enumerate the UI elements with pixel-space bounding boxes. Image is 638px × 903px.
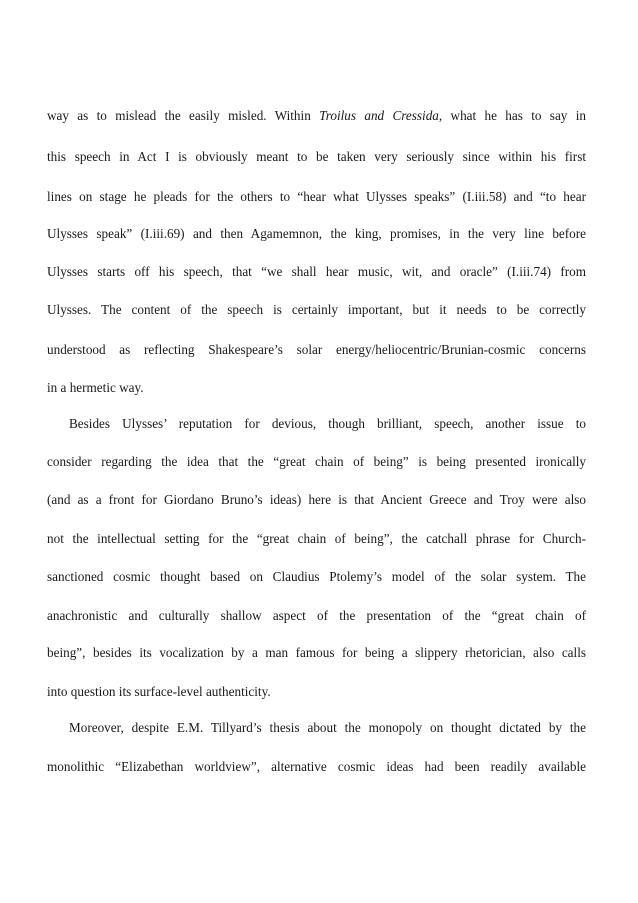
paragraph-3-line-1: Moreover, despite E.M. Tillyard’s thesis about the monopoly on thought dictated by the — [69, 720, 586, 735]
paragraph-1-line-8: in a hermetic way. — [47, 380, 144, 395]
paragraph-2-line-3: (and as a front for Giordano Bruno’s ideas) here is that Ancient Greece and Troy were also — [47, 492, 586, 507]
paragraph-2-line-5: sanctioned cosmic thought based on Claudius Ptolemy’s model of the solar system. The — [47, 569, 586, 584]
paragraph-2-line-1: Besides Ulysses’ reputation for devious, though brilliant, speech, another issue to — [69, 416, 586, 431]
paragraph-1-line-5: Ulysses starts off his speech, that “we shall hear music, wit, and oracle” (I.iii.74) from — [47, 264, 586, 279]
paragraph-1-line-3: lines on stage he pleads for the others to “hear what Ulysses speaks” (I.iii.58) and “to hear — [47, 189, 586, 204]
line-text: , what he has to say in — [438, 108, 586, 123]
line-text: way as to mislead the easily misled. Within — [47, 108, 320, 123]
paragraph-2-line-7: being”, besides its vocalization by a man famous for being a slippery rhetorician, also calls — [47, 645, 586, 660]
paragraph-3-line-2: monolithic “Elizabethan worldview”, alternative cosmic ideas had been readily available — [47, 759, 586, 774]
italic-title: Troilus and Cressida — [319, 108, 439, 123]
paragraph-2-line-8: into question its surface-level authenticity. — [47, 684, 271, 699]
paragraph-1-line-2: this speech in Act I is obviously meant to be taken very seriously since within his first — [47, 149, 586, 164]
paragraph-2-line-2: consider regarding the idea that the “great chain of being” is being presented ironically — [47, 454, 586, 469]
paragraph-2-line-4: not the intellectual setting for the “great chain of being”, the catchall phrase for Church- — [47, 531, 586, 546]
paragraph-2-line-6: anachronistic and culturally shallow aspect of the presentation of the “great chain of — [47, 608, 586, 623]
paragraph-1-line-7: understood as reflecting Shakespeare’s solar energy/heliocentric/Brunian-cosmic concerns — [47, 342, 586, 357]
paragraph-1-line-1 — [47, 106, 586, 126]
paragraph-1-line-4: Ulysses speak” (I.iii.69) and then Agamemnon, the king, promises, in the very line before — [47, 226, 586, 241]
paragraph-1-line-6: Ulysses. The content of the speech is certainly important, but it needs to be correctly — [47, 302, 586, 317]
